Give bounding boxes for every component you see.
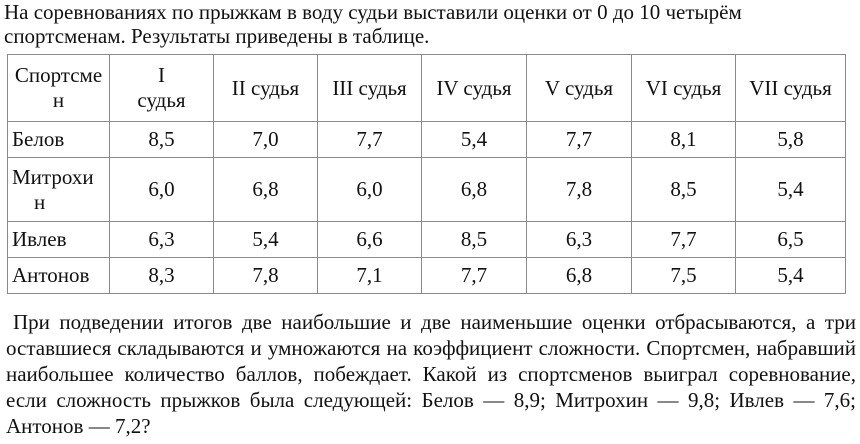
score-cell: 6,0 (318, 158, 422, 222)
score-cell: 7,8 (527, 158, 632, 222)
header-line: Спортсме (14, 63, 103, 87)
score-cell: 6,6 (318, 222, 422, 258)
score-cell: 6,0 (110, 158, 214, 222)
score-cell: 7,5 (632, 258, 736, 294)
column-header-judge-2: II судья (214, 55, 318, 122)
score-cell: 7,1 (318, 258, 422, 294)
table-row (8, 222, 846, 258)
athlete-name: Ивлев (8, 222, 110, 258)
column-header-judge-4: IV судья (422, 55, 527, 122)
problem-question: При подведении итогов две наибольшие и две наименьшие оценки отбрасываются, а три оставшиеся складываются и умножаются на коэффициент сложности. Спортсмен, набравший наибольшее количество баллов, побеждает. Какой из спортсменов выиграл соревнование, если сложность прыжков была следующей: Белов — 8,9; Митрохин — 9,8; Ивлев — 7,6; Антонов — 7,2? (6, 310, 856, 438)
header-line: I (158, 63, 165, 87)
score-cell: 5,4 (736, 258, 846, 294)
table-header-row (8, 55, 846, 122)
score-cell: 5,4 (214, 222, 318, 258)
column-header-judge-5: V судья (527, 55, 632, 122)
score-cell: 7,7 (318, 122, 422, 158)
athlete-name (8, 158, 110, 222)
score-cell: 7,0 (214, 122, 318, 158)
athlete-name: Антонов (8, 258, 110, 294)
table-row (8, 258, 846, 294)
column-header-athlete (8, 55, 110, 122)
score-cell: 5,4 (736, 158, 846, 222)
header-line: судья (137, 88, 186, 112)
header-line: н (52, 88, 65, 112)
score-cell: 8,5 (632, 158, 736, 222)
score-cell: 8,5 (110, 122, 214, 158)
name-line: н (34, 189, 46, 214)
score-cell: 5,8 (736, 122, 846, 158)
table-row (8, 158, 846, 222)
score-cell: 8,5 (422, 222, 527, 258)
score-cell: 7,8 (214, 258, 318, 294)
score-cell: 8,1 (632, 122, 736, 158)
column-header-judge-3: III судья (318, 55, 422, 122)
score-cell: 7,7 (527, 122, 632, 158)
score-cell: 6,8 (422, 158, 527, 222)
score-cell: 8,3 (110, 258, 214, 294)
score-cell: 6,8 (214, 158, 318, 222)
problem-intro: На соревнованиях по прыжкам в воду судьи выставили оценки от 0 до 10 четырём спортсменам. Результаты приведены в таблице. (4, 0, 742, 48)
column-header-judge-7: VII судья (736, 55, 846, 122)
score-cell: 6,8 (527, 258, 632, 294)
score-cell: 7,7 (632, 222, 736, 258)
score-cell: 6,3 (527, 222, 632, 258)
column-header-judge-1 (110, 55, 214, 122)
table-row (8, 122, 846, 158)
score-cell: 6,5 (736, 222, 846, 258)
athlete-name: Белов (8, 122, 110, 158)
scores-table (7, 54, 846, 294)
score-cell: 7,7 (422, 258, 527, 294)
score-cell: 5,4 (422, 122, 527, 158)
score-cell: 6,3 (110, 222, 214, 258)
name-line: Митрохи (12, 164, 94, 189)
column-header-judge-6: VI судья (632, 55, 736, 122)
